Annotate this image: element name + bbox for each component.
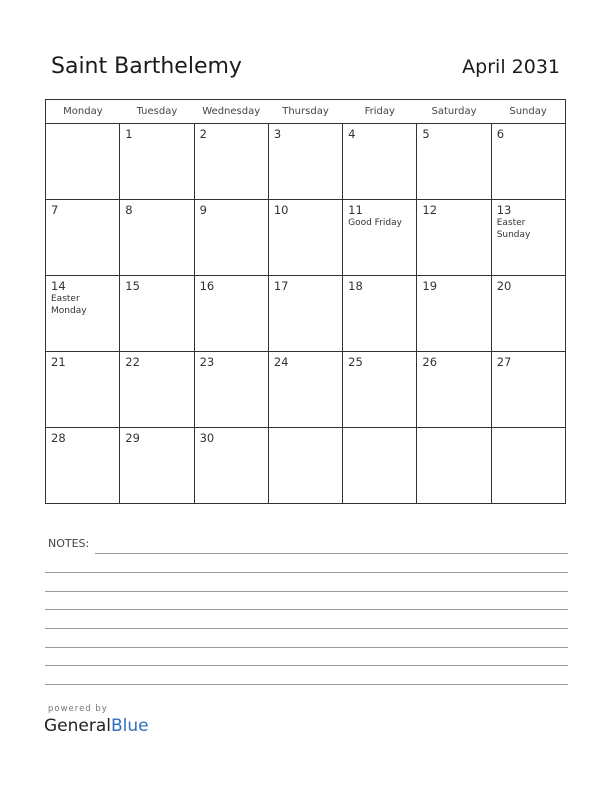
- brand-general-text: General: [44, 716, 111, 736]
- day-cell: [491, 428, 565, 504]
- notes-line: [45, 572, 568, 573]
- day-number: 14: [51, 279, 66, 293]
- calendar-grid: [45, 99, 566, 504]
- day-number: 15: [125, 279, 140, 293]
- notes-label: NOTES:: [48, 537, 90, 550]
- day-number: 2: [199, 127, 207, 141]
- day-cell: [46, 276, 120, 352]
- day-number: 24: [273, 355, 289, 369]
- month-year-label: April 2031: [462, 56, 560, 78]
- day-number: 17: [273, 279, 289, 293]
- notes-line: [45, 628, 568, 629]
- generalblue-logo[interactable]: [44, 716, 149, 736]
- notes-line: [45, 591, 568, 592]
- day-number: 6: [496, 127, 505, 141]
- day-number: 5: [422, 127, 430, 141]
- day-number: 1: [125, 127, 133, 141]
- day-number: 22: [125, 355, 140, 369]
- day-number: 29: [125, 431, 140, 445]
- day-cell: [268, 200, 342, 276]
- powered-by-label: powered by: [48, 704, 108, 714]
- day-cell: [194, 352, 268, 428]
- day-cell: [46, 428, 120, 504]
- day-cell: [417, 200, 491, 276]
- weekday-header: Thursday: [268, 100, 342, 124]
- day-cell: [194, 200, 268, 276]
- day-number: 28: [51, 431, 66, 445]
- day-number: 18: [348, 279, 363, 293]
- week-row: [46, 124, 566, 200]
- day-cell: [491, 200, 565, 276]
- day-number: 25: [348, 355, 363, 369]
- weekday-header: Monday: [46, 100, 120, 124]
- week-row: [46, 352, 566, 428]
- day-cell: [46, 352, 120, 428]
- day-number: 3: [273, 127, 282, 141]
- day-cell: [343, 352, 417, 428]
- brand-blue-text: Blue: [111, 716, 149, 736]
- day-number: 7: [51, 203, 59, 217]
- day-cell: [491, 276, 565, 352]
- day-number: 30: [199, 431, 215, 445]
- day-cell: [491, 352, 565, 428]
- weekday-header: Saturday: [417, 100, 491, 124]
- day-number: 11: [348, 203, 363, 217]
- notes-line: [45, 609, 568, 610]
- day-cell: [491, 124, 565, 200]
- notes-line: [45, 665, 568, 666]
- day-cell: [46, 124, 120, 200]
- day-number: 12: [422, 203, 438, 217]
- day-number: 27: [496, 355, 512, 369]
- day-cell: [194, 124, 268, 200]
- day-cell: [343, 428, 417, 504]
- day-number: 4: [348, 127, 356, 141]
- day-number: 10: [273, 203, 289, 217]
- day-cell: [120, 124, 194, 200]
- weekday-header: Tuesday: [120, 100, 194, 124]
- page-title: Saint Barthelemy: [51, 54, 242, 79]
- day-number: 9: [199, 203, 207, 217]
- day-cell: [194, 428, 268, 504]
- day-cell: [417, 428, 491, 504]
- day-number: 16: [199, 279, 215, 293]
- day-cell: [343, 124, 417, 200]
- day-cell: [120, 352, 194, 428]
- day-cell: [268, 428, 342, 504]
- weekday-header-row: [46, 100, 566, 124]
- day-cell: [417, 276, 491, 352]
- day-cell: [343, 276, 417, 352]
- day-cell: [343, 200, 417, 276]
- day-number: 13: [496, 203, 512, 217]
- day-number: 19: [422, 279, 438, 293]
- day-cell: [120, 200, 194, 276]
- week-row: [46, 200, 566, 276]
- week-row: [46, 276, 566, 352]
- day-cell: [120, 276, 194, 352]
- day-number: 23: [199, 355, 215, 369]
- day-number: 21: [51, 355, 66, 369]
- week-row: [46, 428, 566, 504]
- day-number: 8: [125, 203, 133, 217]
- weekday-header: Sunday: [491, 100, 565, 124]
- holiday-label: Easter Monday: [51, 294, 87, 316]
- day-cell: [194, 276, 268, 352]
- day-cell: [268, 352, 342, 428]
- day-cell: [417, 124, 491, 200]
- day-cell: [268, 276, 342, 352]
- holiday-label: Easter Sunday: [496, 218, 531, 240]
- day-cell: [120, 428, 194, 504]
- holiday-label: Good Friday: [348, 218, 402, 228]
- weekday-header: Wednesday: [194, 100, 268, 124]
- weekday-header: Friday: [343, 100, 417, 124]
- day-cell: [46, 200, 120, 276]
- day-number: 26: [422, 355, 438, 369]
- day-number: 20: [496, 279, 512, 293]
- day-cell: [268, 124, 342, 200]
- day-cell: [417, 352, 491, 428]
- notes-line: [45, 684, 568, 685]
- notes-line: [95, 553, 568, 554]
- notes-line: [45, 647, 568, 648]
